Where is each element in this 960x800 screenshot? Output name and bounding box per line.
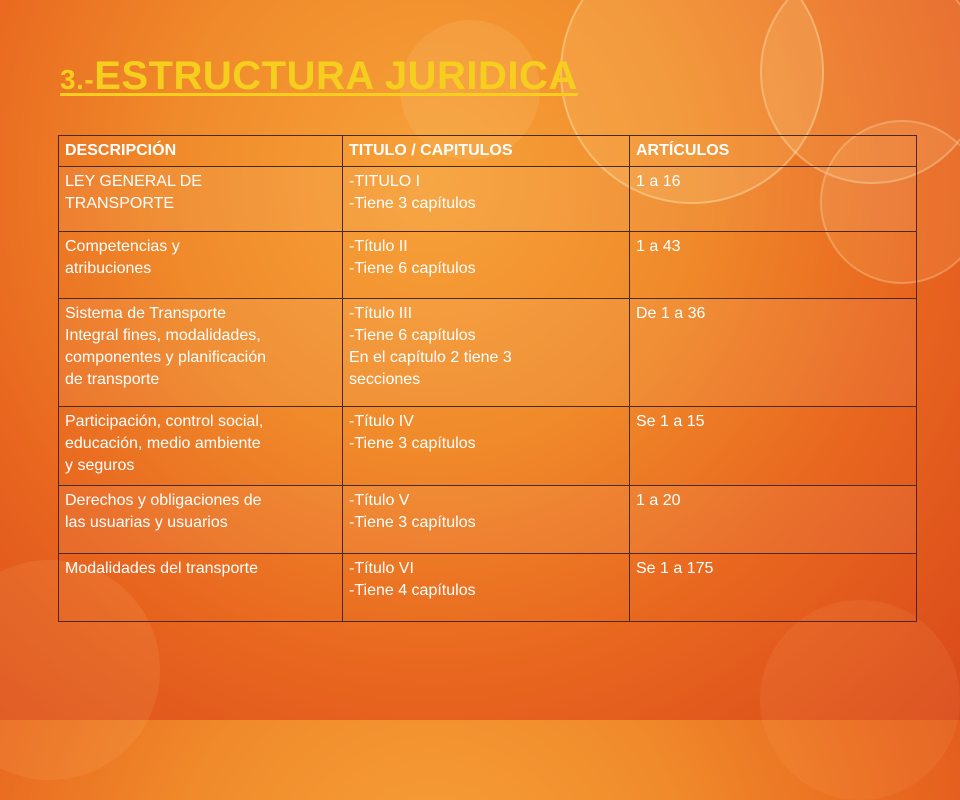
description-cell (59, 407, 343, 486)
table-row (59, 554, 917, 622)
articles-cell: 1 a 16 (630, 167, 917, 232)
description-line: LEY GENERAL DE (65, 173, 202, 190)
titles-cell (343, 299, 630, 407)
articles-cell: De 1 a 36 (630, 299, 917, 407)
titles-line: -Tiene 4 capítulos (349, 582, 476, 599)
table-row (59, 232, 917, 299)
titles-line: -Tiene 3 capítulos (349, 514, 476, 531)
titles-line: -Tiene 3 capítulos (349, 195, 476, 212)
description-line: Modalidades del transporte (65, 560, 259, 577)
titles-cell (343, 167, 630, 232)
bokeh-circle (760, 600, 960, 800)
articles-cell: 1 a 43 (630, 232, 917, 299)
description-cell (59, 299, 343, 407)
titles-line: -Tiene 6 capítulos (349, 327, 476, 344)
description-line: educación, medio ambiente (65, 435, 261, 452)
description-line: Competencias y (65, 238, 180, 255)
column-header-titles: TITULO / CAPITULOS (343, 136, 630, 167)
articles-cell: 1 a 20 (630, 486, 917, 554)
structure-table (58, 135, 917, 622)
titles-line: -Título III (349, 305, 413, 322)
column-header-description: DESCRIPCIÓN (59, 136, 343, 167)
titles-line: -Título V (349, 492, 410, 509)
description-line: y seguros (65, 457, 135, 474)
table-row (59, 486, 917, 554)
description-line: Derechos y obligaciones de (65, 492, 262, 509)
table-row (59, 167, 917, 232)
table-row (59, 299, 917, 407)
titles-line: -Tiene 3 capítulos (349, 435, 476, 452)
titles-cell (343, 232, 630, 299)
titles-line: -Título II (349, 238, 408, 255)
description-cell (59, 486, 343, 554)
description-line: atribuciones (65, 260, 152, 277)
page-title (60, 50, 578, 106)
table-row (59, 407, 917, 486)
description-line: de transporte (65, 371, 160, 388)
column-header-articles: ARTÍCULOS (630, 136, 917, 167)
articles-cell: Se 1 a 175 (630, 554, 917, 622)
description-cell (59, 232, 343, 299)
titles-line: -Tiene 6 capítulos (349, 260, 476, 277)
titles-cell (343, 554, 630, 622)
description-line: TRANSPORTE (65, 195, 175, 212)
titles-line: secciones (349, 371, 421, 388)
titles-cell (343, 407, 630, 486)
titles-cell (343, 486, 630, 554)
description-line: Integral fines, modalidades, (65, 327, 261, 344)
titles-line: -Título IV (349, 413, 414, 430)
title-number: 3.- (60, 64, 95, 95)
titles-line: En el capítulo 2 tiene 3 (349, 349, 512, 366)
title-text: ESTRUCTURA JURIDICA (94, 54, 578, 98)
titles-line: -TITULO I (349, 173, 421, 190)
description-cell (59, 167, 343, 232)
table-header-row (59, 136, 917, 167)
titles-line: -Título VI (349, 560, 414, 577)
articles-cell: Se 1 a 15 (630, 407, 917, 486)
description-line: Sistema de Transporte (65, 305, 226, 322)
description-line: las usuarias y usuarios (65, 514, 228, 531)
description-line: componentes y planificación (65, 349, 267, 366)
description-cell (59, 554, 343, 622)
description-line: Participación, control social, (65, 413, 264, 430)
